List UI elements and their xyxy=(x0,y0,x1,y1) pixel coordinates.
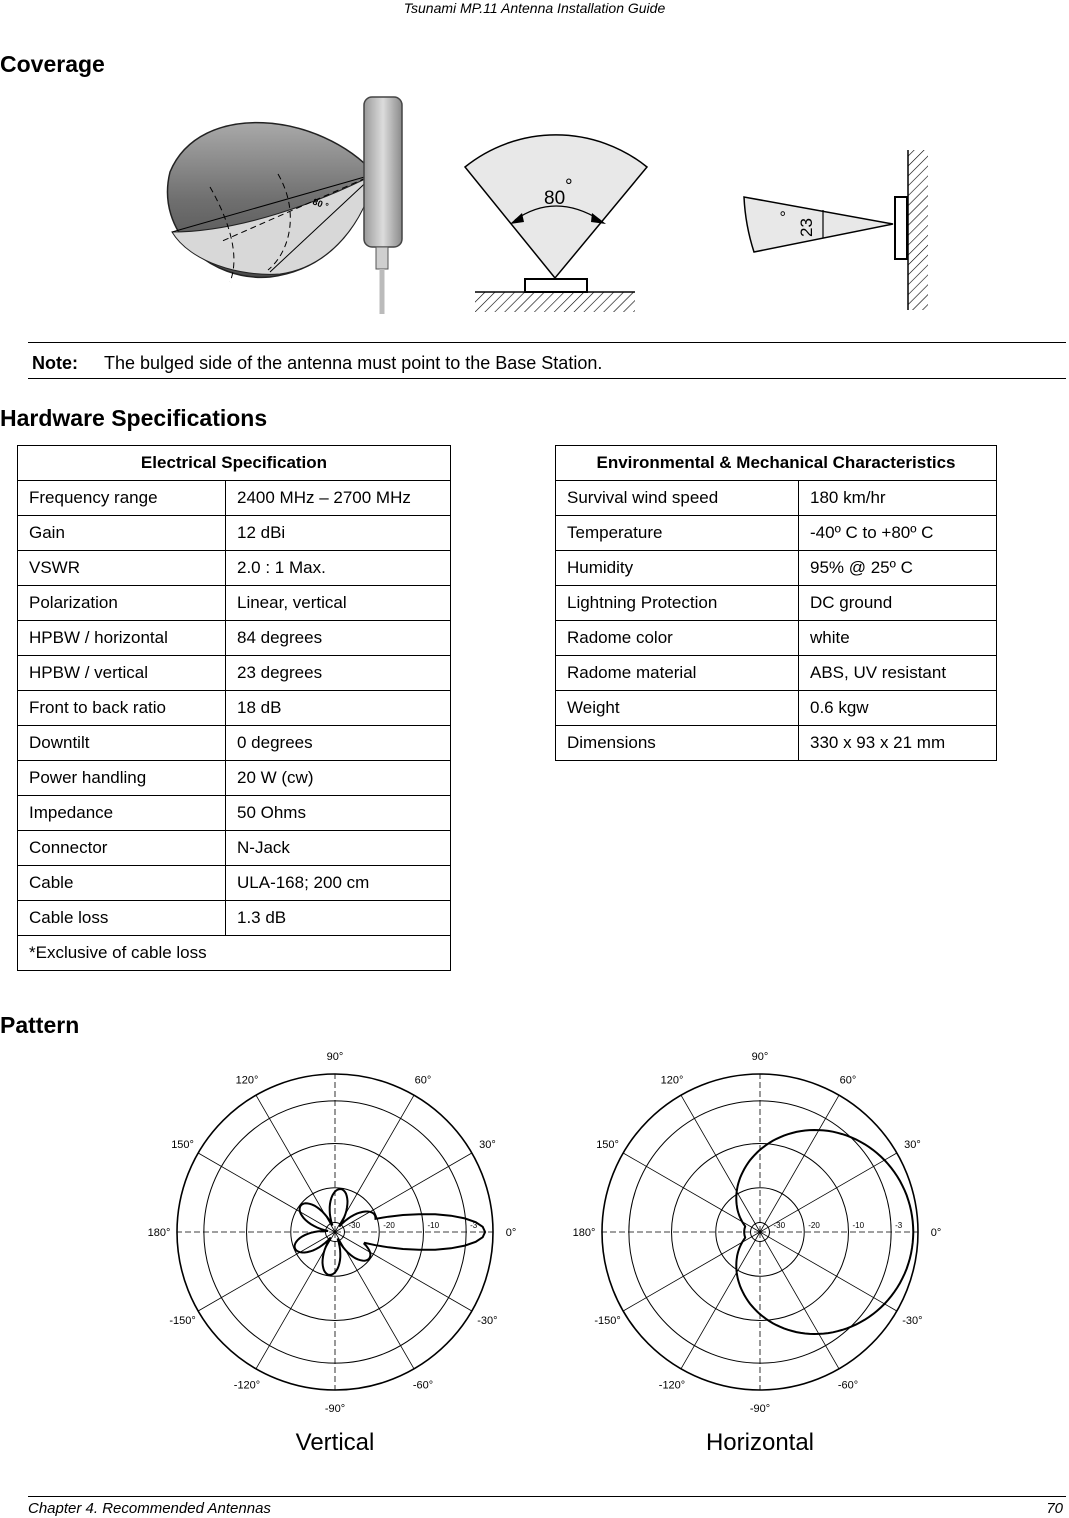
polar-angle-label: -150° xyxy=(169,1315,196,1327)
page-header-title: Tsunami MP.11 Antenna Installation Guide xyxy=(403,0,666,16)
table-row xyxy=(18,901,451,936)
spec-name-cell: Dimensions xyxy=(556,726,799,761)
table-row xyxy=(18,586,451,621)
spec-value-cell: N-Jack xyxy=(226,831,451,866)
polar-ring-label: -20 xyxy=(808,1221,820,1230)
polar-angle-label: 30° xyxy=(479,1139,496,1151)
spec-value-cell: DC ground xyxy=(799,586,997,621)
spec-value-cell: ULA-168; 200 cm xyxy=(226,866,451,901)
vertical-pattern-plot xyxy=(148,1052,517,1456)
polar-angle-label: 60° xyxy=(414,1074,432,1087)
spec-value-cell: 20 W (cw) xyxy=(226,761,451,796)
pattern-title: Vertical xyxy=(295,1429,375,1456)
note-text: The bulged side of the antenna must point to the Base Station. xyxy=(104,353,603,373)
radiation-pattern-plots xyxy=(130,1052,960,1472)
pattern-title: Horizontal xyxy=(705,1429,815,1456)
coverage-3d-angle-label: 80 ° xyxy=(311,196,330,212)
polar-angle-label: 0° xyxy=(505,1227,517,1239)
polar-angle-label: 90° xyxy=(326,1052,344,1063)
hardware-specifications-heading: Hardware Specifications xyxy=(0,405,268,431)
polar-angle-label: -90° xyxy=(324,1403,346,1415)
note-bar xyxy=(28,342,1066,379)
spec-name-cell: Frequency range xyxy=(18,481,226,516)
polar-ring-label: -3 xyxy=(895,1221,903,1230)
polar-angle-label: 30° xyxy=(904,1139,921,1151)
spec-name-cell: Humidity xyxy=(556,551,799,586)
table-row xyxy=(18,691,451,726)
spec-name-cell: Polarization xyxy=(18,586,226,621)
pattern-heading: Pattern xyxy=(0,1012,80,1038)
spec-name-cell: VSWR xyxy=(18,551,226,586)
spec-value-cell: 0.6 kgw xyxy=(799,691,997,726)
spec-value-cell: 18 dB xyxy=(226,691,451,726)
environmental-table-title: Environmental & Mechanical Characteristics xyxy=(556,446,997,481)
spec-name-cell: Impedance xyxy=(18,796,226,831)
table-row xyxy=(18,726,451,761)
polar-angle-label: -60° xyxy=(412,1379,434,1392)
electrical-table-footnote: *Exclusive of cable loss xyxy=(18,936,451,971)
table-row xyxy=(18,796,451,831)
spec-value-cell: -40º C to +80º C xyxy=(799,516,997,551)
spec-value-cell: 23 degrees xyxy=(226,656,451,691)
table-row xyxy=(556,656,997,691)
table-row xyxy=(556,551,997,586)
electrical-specification-table xyxy=(17,445,451,971)
table-row xyxy=(18,761,451,796)
polar-ring-label: -30 xyxy=(773,1221,786,1230)
spec-name-cell: Cable xyxy=(18,866,226,901)
spec-value-cell: 2.0 : 1 Max. xyxy=(226,551,451,586)
table-row xyxy=(18,656,451,691)
polar-ring-label: -10 xyxy=(852,1221,865,1230)
spec-value-cell: 95% @ 25º C xyxy=(799,551,997,586)
table-row xyxy=(18,831,451,866)
spec-value-cell: 330 x 93 x 21 mm xyxy=(799,726,997,761)
spec-value-cell: ABS, UV resistant xyxy=(799,656,997,691)
polar-angle-label: 120° xyxy=(235,1074,259,1087)
polar-angle-label: 150° xyxy=(171,1139,194,1151)
spec-value-cell: 0 degrees xyxy=(226,726,451,761)
coverage-diagram xyxy=(160,92,950,317)
coverage-heading: Coverage xyxy=(0,51,105,77)
polar-angle-label: 0° xyxy=(930,1227,942,1239)
spec-name-cell: Cable loss xyxy=(18,901,226,936)
polar-angle-label: -150° xyxy=(594,1315,621,1327)
polar-angle-label: -30° xyxy=(477,1315,498,1327)
table-row xyxy=(556,621,997,656)
table-row xyxy=(556,481,997,516)
antenna-radome-illustration xyxy=(364,97,402,314)
vertical-degree-symbol: ° xyxy=(777,210,796,217)
table-row xyxy=(18,551,451,586)
table-row xyxy=(18,866,451,901)
spec-name-cell: Weight xyxy=(556,691,799,726)
horizontal-pattern-plot xyxy=(573,1052,942,1456)
spec-name-cell: Connector xyxy=(18,831,226,866)
polar-angle-label: 150° xyxy=(596,1139,619,1151)
note-label: Note: xyxy=(32,353,78,373)
polar-angle-label: -120° xyxy=(233,1379,261,1392)
polar-ring-label: -10 xyxy=(427,1221,440,1230)
polar-angle-label: -60° xyxy=(837,1379,859,1392)
table-row xyxy=(556,586,997,621)
horizontal-degree-symbol: ° xyxy=(565,176,573,197)
polar-angle-label: -90° xyxy=(749,1403,771,1415)
spec-value-cell: 2400 MHz – 2700 MHz xyxy=(226,481,451,516)
spec-name-cell: Radome color xyxy=(556,621,799,656)
vertical-angle-label: 23 xyxy=(797,218,816,237)
spec-value-cell: Linear, vertical xyxy=(226,586,451,621)
table-row xyxy=(18,516,451,551)
spec-name-cell: Temperature xyxy=(556,516,799,551)
horizontal-angle-label: 80 xyxy=(544,188,566,209)
polar-angle-label: 180° xyxy=(572,1227,596,1239)
spec-name-cell: Downtilt xyxy=(18,726,226,761)
spec-value-cell: 50 Ohms xyxy=(226,796,451,831)
table-row xyxy=(556,726,997,761)
footer-chapter: Chapter 4. Recommended Antennas xyxy=(28,1500,271,1517)
spec-value-cell: 1.3 dB xyxy=(226,901,451,936)
polar-ring-label: -20 xyxy=(383,1221,395,1230)
polar-angle-label: 180° xyxy=(147,1227,171,1239)
spec-name-cell: Lightning Protection xyxy=(556,586,799,621)
polar-angle-label: -30° xyxy=(902,1315,923,1327)
spec-value-cell: 12 dBi xyxy=(226,516,451,551)
spec-name-cell: HPBW / horizontal xyxy=(18,621,226,656)
polar-ring-label: -30 xyxy=(348,1221,361,1230)
spec-value-cell: white xyxy=(799,621,997,656)
environmental-mechanical-table xyxy=(555,445,997,761)
polar-ring-label: -3 xyxy=(470,1221,478,1230)
environmental-table-body xyxy=(556,481,997,761)
spec-name-cell: Gain xyxy=(18,516,226,551)
electrical-table-body xyxy=(18,481,451,936)
footer-page-number: 70 xyxy=(1046,1500,1063,1517)
vertical-sector-diagram xyxy=(744,150,928,310)
table-row xyxy=(556,516,997,551)
footer-rule xyxy=(28,1496,1066,1497)
table-row xyxy=(18,621,451,656)
polar-angle-label: 90° xyxy=(751,1052,769,1063)
spec-name-cell: HPBW / vertical xyxy=(18,656,226,691)
spec-name-cell: Survival wind speed xyxy=(556,481,799,516)
spec-name-cell: Power handling xyxy=(18,761,226,796)
spec-value-cell: 180 km/hr xyxy=(799,481,997,516)
table-row xyxy=(556,691,997,726)
coverage-3d-lobe xyxy=(168,123,375,282)
spec-value-cell: 84 degrees xyxy=(226,621,451,656)
polar-angle-label: 120° xyxy=(660,1074,684,1087)
table-row xyxy=(18,481,451,516)
spec-name-cell: Radome material xyxy=(556,656,799,691)
electrical-table-title: Electrical Specification xyxy=(18,446,451,481)
spec-name-cell: Front to back ratio xyxy=(18,691,226,726)
horizontal-sector-diagram xyxy=(465,135,647,312)
polar-angle-label: -120° xyxy=(658,1379,686,1392)
polar-angle-label: 60° xyxy=(839,1074,857,1087)
